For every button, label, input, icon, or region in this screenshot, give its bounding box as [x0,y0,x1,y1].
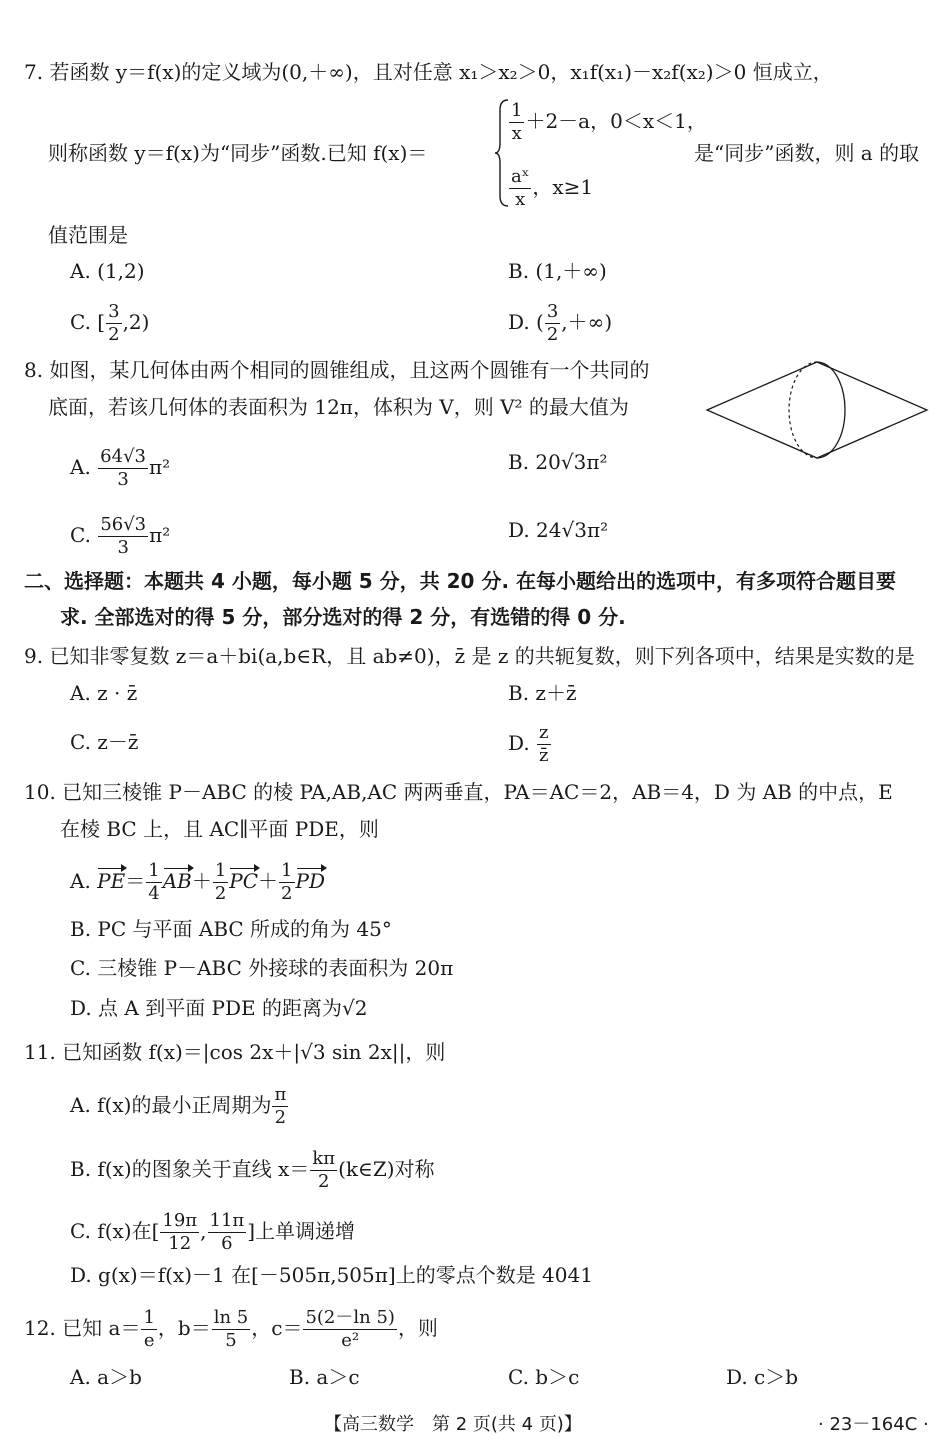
q9-option-b: B. z＋z̄ [508,681,577,705]
q10-option-a: A. PE＝ $\frac{1}{4}$ AB＋ $\frac{1}{2}$ PC＋ $\frac{1}{2}$ PD [70,860,325,904]
q7-line1: 7. 若函数 y＝f(x)的定义域为(0,＋∞)，且对任意 x₁＞x₂＞0，x₁f(x₁)－x₂f(x₂)＞0 恒成立， [24,60,833,84]
q10-option-d: D. 点 A 到平面 PDE 的距离为√2 [70,996,368,1020]
q8-option-b: B. 20√3π² [508,450,608,474]
q9-option-c: C. z－z̄ [70,730,139,754]
q8-line1: 8. 如图，某几何体由两个相同的圆锥组成，且这两个圆锥有一个共同的 [24,358,650,382]
q7-line2-left: 则称函数 y＝f(x)为“同步”函数.已知 f(x)＝ [48,141,428,165]
section2-heading-line2: 求. 全部选对的得 5 分，部分选对的得 2 分，有选错的得 0 分. [60,605,626,629]
q11-line1: 11. 已知函数 f(x)＝|cos 2x＋|√3 sin 2x||，则 [24,1040,446,1064]
section2-heading-line1: 二、选择题：本题共 4 小题，每小题 5 分，共 20 分. 在每小题给出的选项中，有多项符合题目要 [24,569,897,593]
q12-option-c: C. b＞c [508,1365,580,1389]
q12-option-d: D. c＞b [726,1365,799,1389]
q8-option-c: C. $\frac{56√3}{3}$ π² [70,514,171,558]
q11-option-a: A. f(x)的最小正周期为 $\frac{\pi}{2}$ [70,1084,287,1128]
q12-option-a: A. a＞b [70,1365,142,1389]
q7-piece2-frac: $\frac{\text{aˣ}}{x}$ [511,166,530,210]
q11-option-b: B. f(x)的图象关于直线 x＝ $\frac{k\pi}{2}$ (k∈Z)对称 [70,1148,435,1192]
q7-option-b: B. (1,＋∞) [508,259,607,283]
q7-option-c: C. [ $\frac{3}{2}$ ,2) [70,301,150,345]
q9-option-d: D. $\frac{z}{z̄}$ [508,722,549,766]
page-footer: 【高三数学 第 2 页(共 4 页)】 [324,1414,582,1435]
q10-line1: 10. 已知三棱锥 P－ABC 的棱 PA,AB,AC 两两垂直，PA＝AC＝2，AB＝4，D 为 AB 的中点，E [24,780,893,804]
page-code: · 23－164C · [818,1414,929,1435]
q9-line1: 9. 已知非零复数 z＝a＋bi(a,b∈R，且 ab≠0)，z̄ 是 z 的共轭复数，则下列各项中，结果是实数的是 [24,644,915,668]
q7-option-d: D. ( $\frac{3}{2}$ ,＋∞) [508,301,613,345]
q7-line2-right: 是“同步”函数，则 a 的取 [694,141,920,165]
q7-piece1: $\frac{1}{x}$ ＋2－a，0＜x＜1， [511,100,707,144]
double-cone-figure [705,360,929,460]
q10-option-b: B. PC 与平面 ABC 所成的角为 45° [70,917,392,941]
q7-piece1-frac: $\frac{1}{x}$ [511,100,523,144]
q9-option-a: A. z · z̄ [70,681,138,705]
q11-option-d: D. g(x)＝f(x)－1 在[－505π,505π]上的零点个数是 4041 [70,1263,593,1287]
q8-option-d: D. 24√3π² [508,518,609,542]
q8-line2: 底面，若该几何体的表面积为 12π，体积为 V，则 V² 的最大值为 [48,395,629,419]
q10-line2: 在棱 BC 上，且 AC∥平面 PDE，则 [60,817,379,841]
q7-line3: 值范围是 [48,223,128,247]
q7-option-a: A. (1,2) [70,259,145,283]
q8-option-a: A. $\frac{64√3}{3}$ π² [70,446,171,490]
q12-line1: 12. 已知 a＝ $\frac{1}{e}$ ，b＝ $\frac{\ln 5}{5}$ ，c＝ $\frac{5(2-\ln 5)}{\text{e²}}$ ，则 [24,1307,438,1351]
q12-option-b: B. a＞c [289,1365,360,1389]
q7-piece2: $\frac{\text{aˣ}}{x}$ ，x≥1 [511,166,594,210]
q11-option-c: C. f(x)在[ $\frac{19\pi}{12}$ , $\frac{11\pi}{6}$ ]上单调递增 [70,1210,356,1254]
q10-option-c: C. 三棱锥 P－ABC 外接球的表面积为 20π [70,956,454,980]
